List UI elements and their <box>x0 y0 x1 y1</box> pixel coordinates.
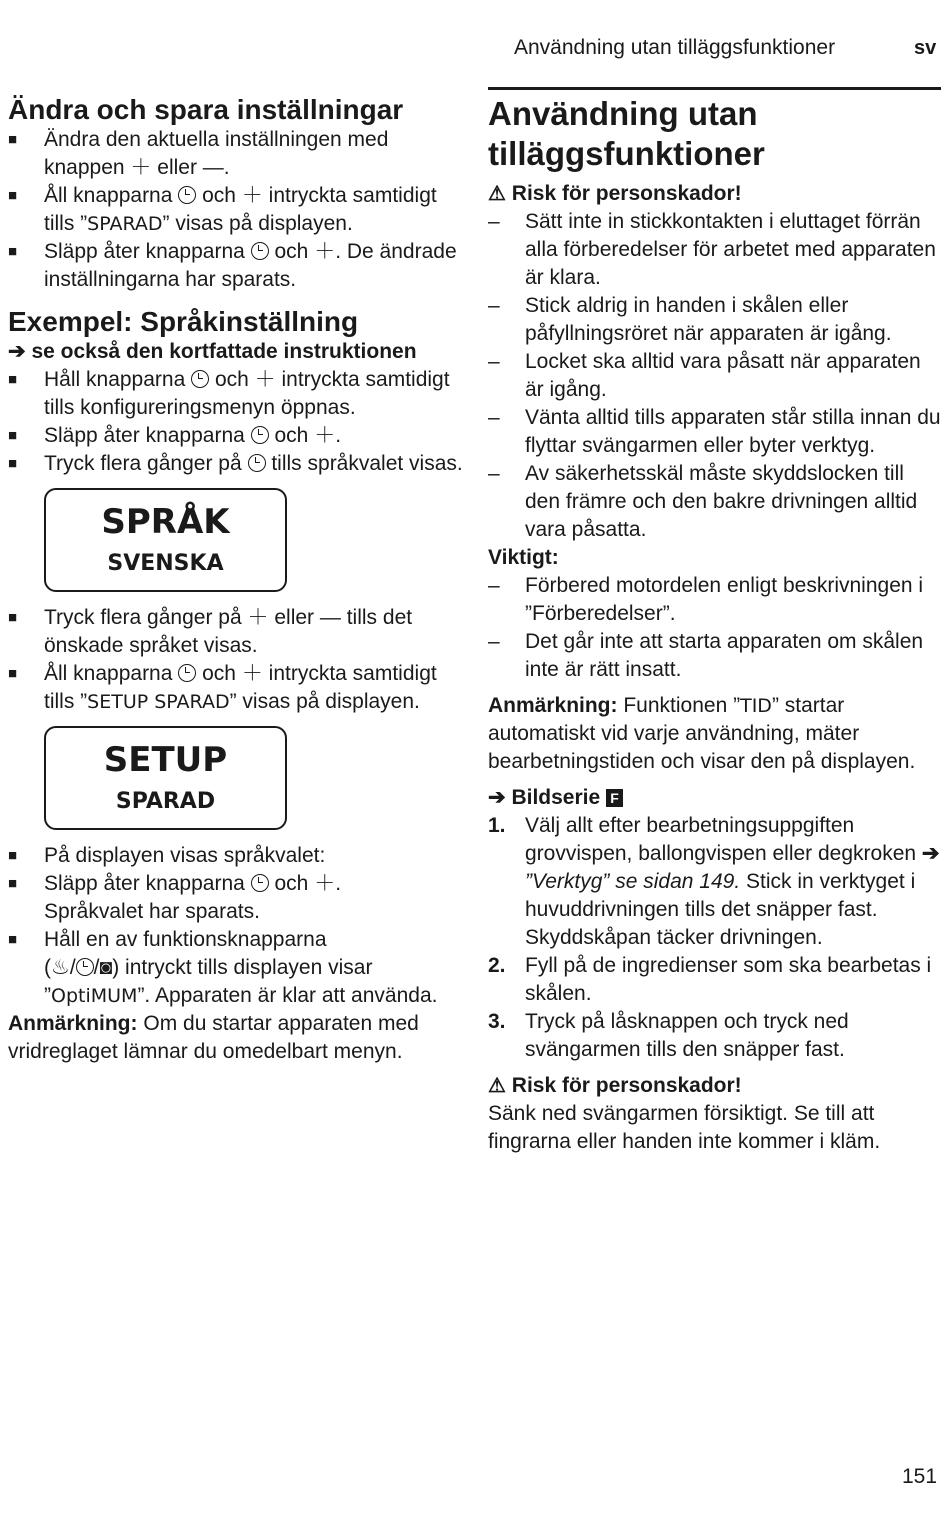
list-item: ■ Ändra den aktuella inställningen med knappen ＋ eller —. <box>8 128 389 179</box>
note-paragraph: Anmärkning: Funktionen ”TID” startar automatiskt vid varje användning, mäter bearbetningstiden och visar den på displayen. <box>488 694 916 773</box>
list-item: ■ På displayen visas språkvalet: <box>8 842 463 870</box>
step-text: Fyll på de ingredienser som ska bearbetas i skålen. <box>525 954 932 1005</box>
plus-icon: ＋ <box>241 662 263 685</box>
step-text: Stick in verktyget i huvuddrivningen tills det snäpper fast. Skyddskåpan täcker drivningen. <box>525 870 916 949</box>
warning-heading: ⚠ Risk för personskador! <box>488 1072 943 1100</box>
list-item: ■ Åll knapparna och ＋ intryckta samtidigt tills ”SETUP SPARAD” visas på displayen. <box>8 662 437 713</box>
bowl-icon: ◙ <box>99 956 113 979</box>
plus-icon: ＋ <box>314 240 336 263</box>
dash-marker: – <box>488 406 500 429</box>
warning-list <box>488 208 943 544</box>
list-item-text: Locket ska alltid vara påsatt när apparaten är igång. <box>525 350 921 401</box>
step-text: Välj allt efter bearbetningsuppgiften grovvispen, ballongvispen eller degkroken <box>525 814 917 865</box>
dash-marker: – <box>488 210 500 233</box>
arrow-right-icon: ➔ <box>8 340 26 363</box>
plus-icon: ＋ <box>241 184 263 207</box>
list-item: ■ Släpp åter knapparna och ＋. <box>8 422 463 450</box>
warning-text: Sänk ned svängarmen försiktigt. Se till att fingrarna eller handen inte kommer i kläm. <box>488 1102 881 1153</box>
header-title: Användning utan tilläggsfunktioner <box>514 36 836 59</box>
dash-marker: – <box>488 574 500 597</box>
list-item: ■ Håll knapparna och ＋ intryckta samtidigt tills konfigureringsmenyn öppnas. <box>8 368 450 419</box>
dash-marker: – <box>488 350 500 373</box>
bullet-icon: ■ <box>8 243 18 260</box>
clock-icon <box>251 426 269 444</box>
display-line-2: SPARAD <box>115 789 216 814</box>
display-line-1: SPRÅK <box>101 502 230 542</box>
bullet-icon: ■ <box>8 455 18 472</box>
clock-icon <box>251 874 269 892</box>
list-item <box>488 292 943 348</box>
list-item: ■ Tryck flera gånger på tills språkvalet visas. <box>8 450 463 478</box>
dash-marker: – <box>488 294 500 317</box>
warning-triangle-icon: ⚠ <box>488 183 506 205</box>
list-item: ■ Tryck flera gånger på ＋ eller — tills det önskade språket visas. <box>8 606 413 657</box>
step-number: 2. <box>488 954 506 977</box>
step-number: 1. <box>488 814 506 837</box>
left-column <box>8 94 463 1066</box>
clock-icon <box>178 664 196 682</box>
step-item <box>488 812 943 952</box>
bullet-icon: ■ <box>8 371 18 388</box>
arrow-right-icon: ➔ <box>488 786 506 809</box>
warning-triangle-icon: ⚠ <box>488 1075 506 1097</box>
section-heading-example: Exempel: Språkinställning <box>8 306 359 337</box>
list-item <box>488 348 943 404</box>
step-item <box>488 1008 943 1064</box>
step-item <box>488 952 943 1008</box>
cross-reference: ”Verktyg” se sidan 149. <box>525 870 741 893</box>
list-item-text: Det går inte att starta apparaten om skålen inte är rätt insatt. <box>525 630 924 681</box>
list-item: ■ Åll knapparna och ＋ intryckta samtidigt tills ”SPARAD” visas på displayen. <box>8 184 437 235</box>
bullet-icon: ■ <box>8 847 18 864</box>
plus-icon: ＋ <box>130 156 152 179</box>
list-item <box>488 208 943 292</box>
arrow-right-icon: ➔ <box>921 842 940 865</box>
list-item-text: Av säkerhetsskäl måste skyddslocken till den främre och den bakre drivningen alltid vara påsatta. <box>525 462 918 541</box>
plus-icon: ＋ <box>247 606 269 629</box>
bullet-icon: ■ <box>8 427 18 444</box>
display-illustration-setup <box>44 726 287 830</box>
page-title: Användning utan tilläggsfunktioner <box>488 95 765 172</box>
language-code: sv <box>914 37 937 59</box>
page-number: 151 <box>902 1465 938 1488</box>
bullet-icon: ■ <box>8 131 18 148</box>
list-item: ■ Släpp åter knapparna och ＋. De ändrade inställningarna har sparats. <box>8 240 457 291</box>
minus-icon: — <box>202 156 224 179</box>
display-line-1: SETUP <box>103 740 228 780</box>
list-item <box>488 572 943 628</box>
list-item <box>488 460 943 544</box>
whisk-icon: ♨ <box>51 956 70 979</box>
list-item: ■ Håll en av funktionsknapparna (♨/ /◙) intryckt tills displayen visar ”OptiMUM”. Apparaten är klar att använda. <box>8 928 438 1007</box>
list-item-text: Vänta alltid tills apparaten står stilla innan du flyttar svängarmen eller byter verktyg. <box>525 406 941 457</box>
plus-icon: ＋ <box>314 872 336 895</box>
clock-icon <box>251 242 269 260</box>
note-paragraph: Anmärkning: Om du startar apparaten med vridreglaget lämnar du omedelbart menyn. <box>8 1012 419 1063</box>
list-item-text: Sätt inte in stickkontakten i eluttaget förrän alla förberedelser för arbetet med apparaten är klara. <box>525 210 936 289</box>
bullet-icon: ■ <box>8 665 18 682</box>
figure-label-box: F <box>606 789 623 807</box>
dash-marker: – <box>488 630 500 653</box>
list-item-text: Förbered motordelen enligt beskrivningen i ”Förberedelser”. <box>525 574 924 625</box>
bullet-icon: ■ <box>8 931 18 948</box>
right-column <box>488 94 943 1156</box>
minus-icon: — <box>319 606 341 629</box>
step-number: 3. <box>488 1010 506 1033</box>
clock-icon <box>191 370 209 388</box>
warning-heading: ⚠ Risk för personskador! <box>488 180 943 208</box>
display-illustration-language <box>44 488 287 592</box>
important-label: Viktigt: <box>488 546 559 569</box>
clock-icon <box>248 454 266 472</box>
section-heading-save: Ändra och spara inställningar <box>8 94 404 125</box>
important-list <box>488 572 943 684</box>
steps-list <box>488 812 943 1064</box>
step-text: Tryck på låsknappen och tryck ned svängarmen tills den snäpper fast. <box>525 1010 849 1061</box>
clock-icon <box>76 958 94 976</box>
display-line-2: SVENSKA <box>107 551 224 576</box>
see-also-note: ➔ se också den kortfattade instruktionen <box>8 338 463 366</box>
dash-marker: – <box>488 462 500 485</box>
list-item <box>488 404 943 460</box>
bullet-icon: ■ <box>8 609 18 626</box>
header-rule <box>488 87 941 90</box>
plus-icon: ＋ <box>314 424 336 447</box>
bullet-icon: ■ <box>8 187 18 204</box>
list-item-text: Stick aldrig in handen i skålen eller påfyllningsröret när apparaten är igång. <box>525 294 892 345</box>
list-item: ■ Släpp åter knapparna och ＋. Språkvalet har sparats. <box>8 872 342 923</box>
picture-series-ref: ➔ Bildserie F <box>488 784 943 812</box>
bullet-icon: ■ <box>8 875 18 892</box>
clock-icon <box>178 186 196 204</box>
plus-icon: ＋ <box>254 368 276 391</box>
list-item <box>488 628 943 684</box>
